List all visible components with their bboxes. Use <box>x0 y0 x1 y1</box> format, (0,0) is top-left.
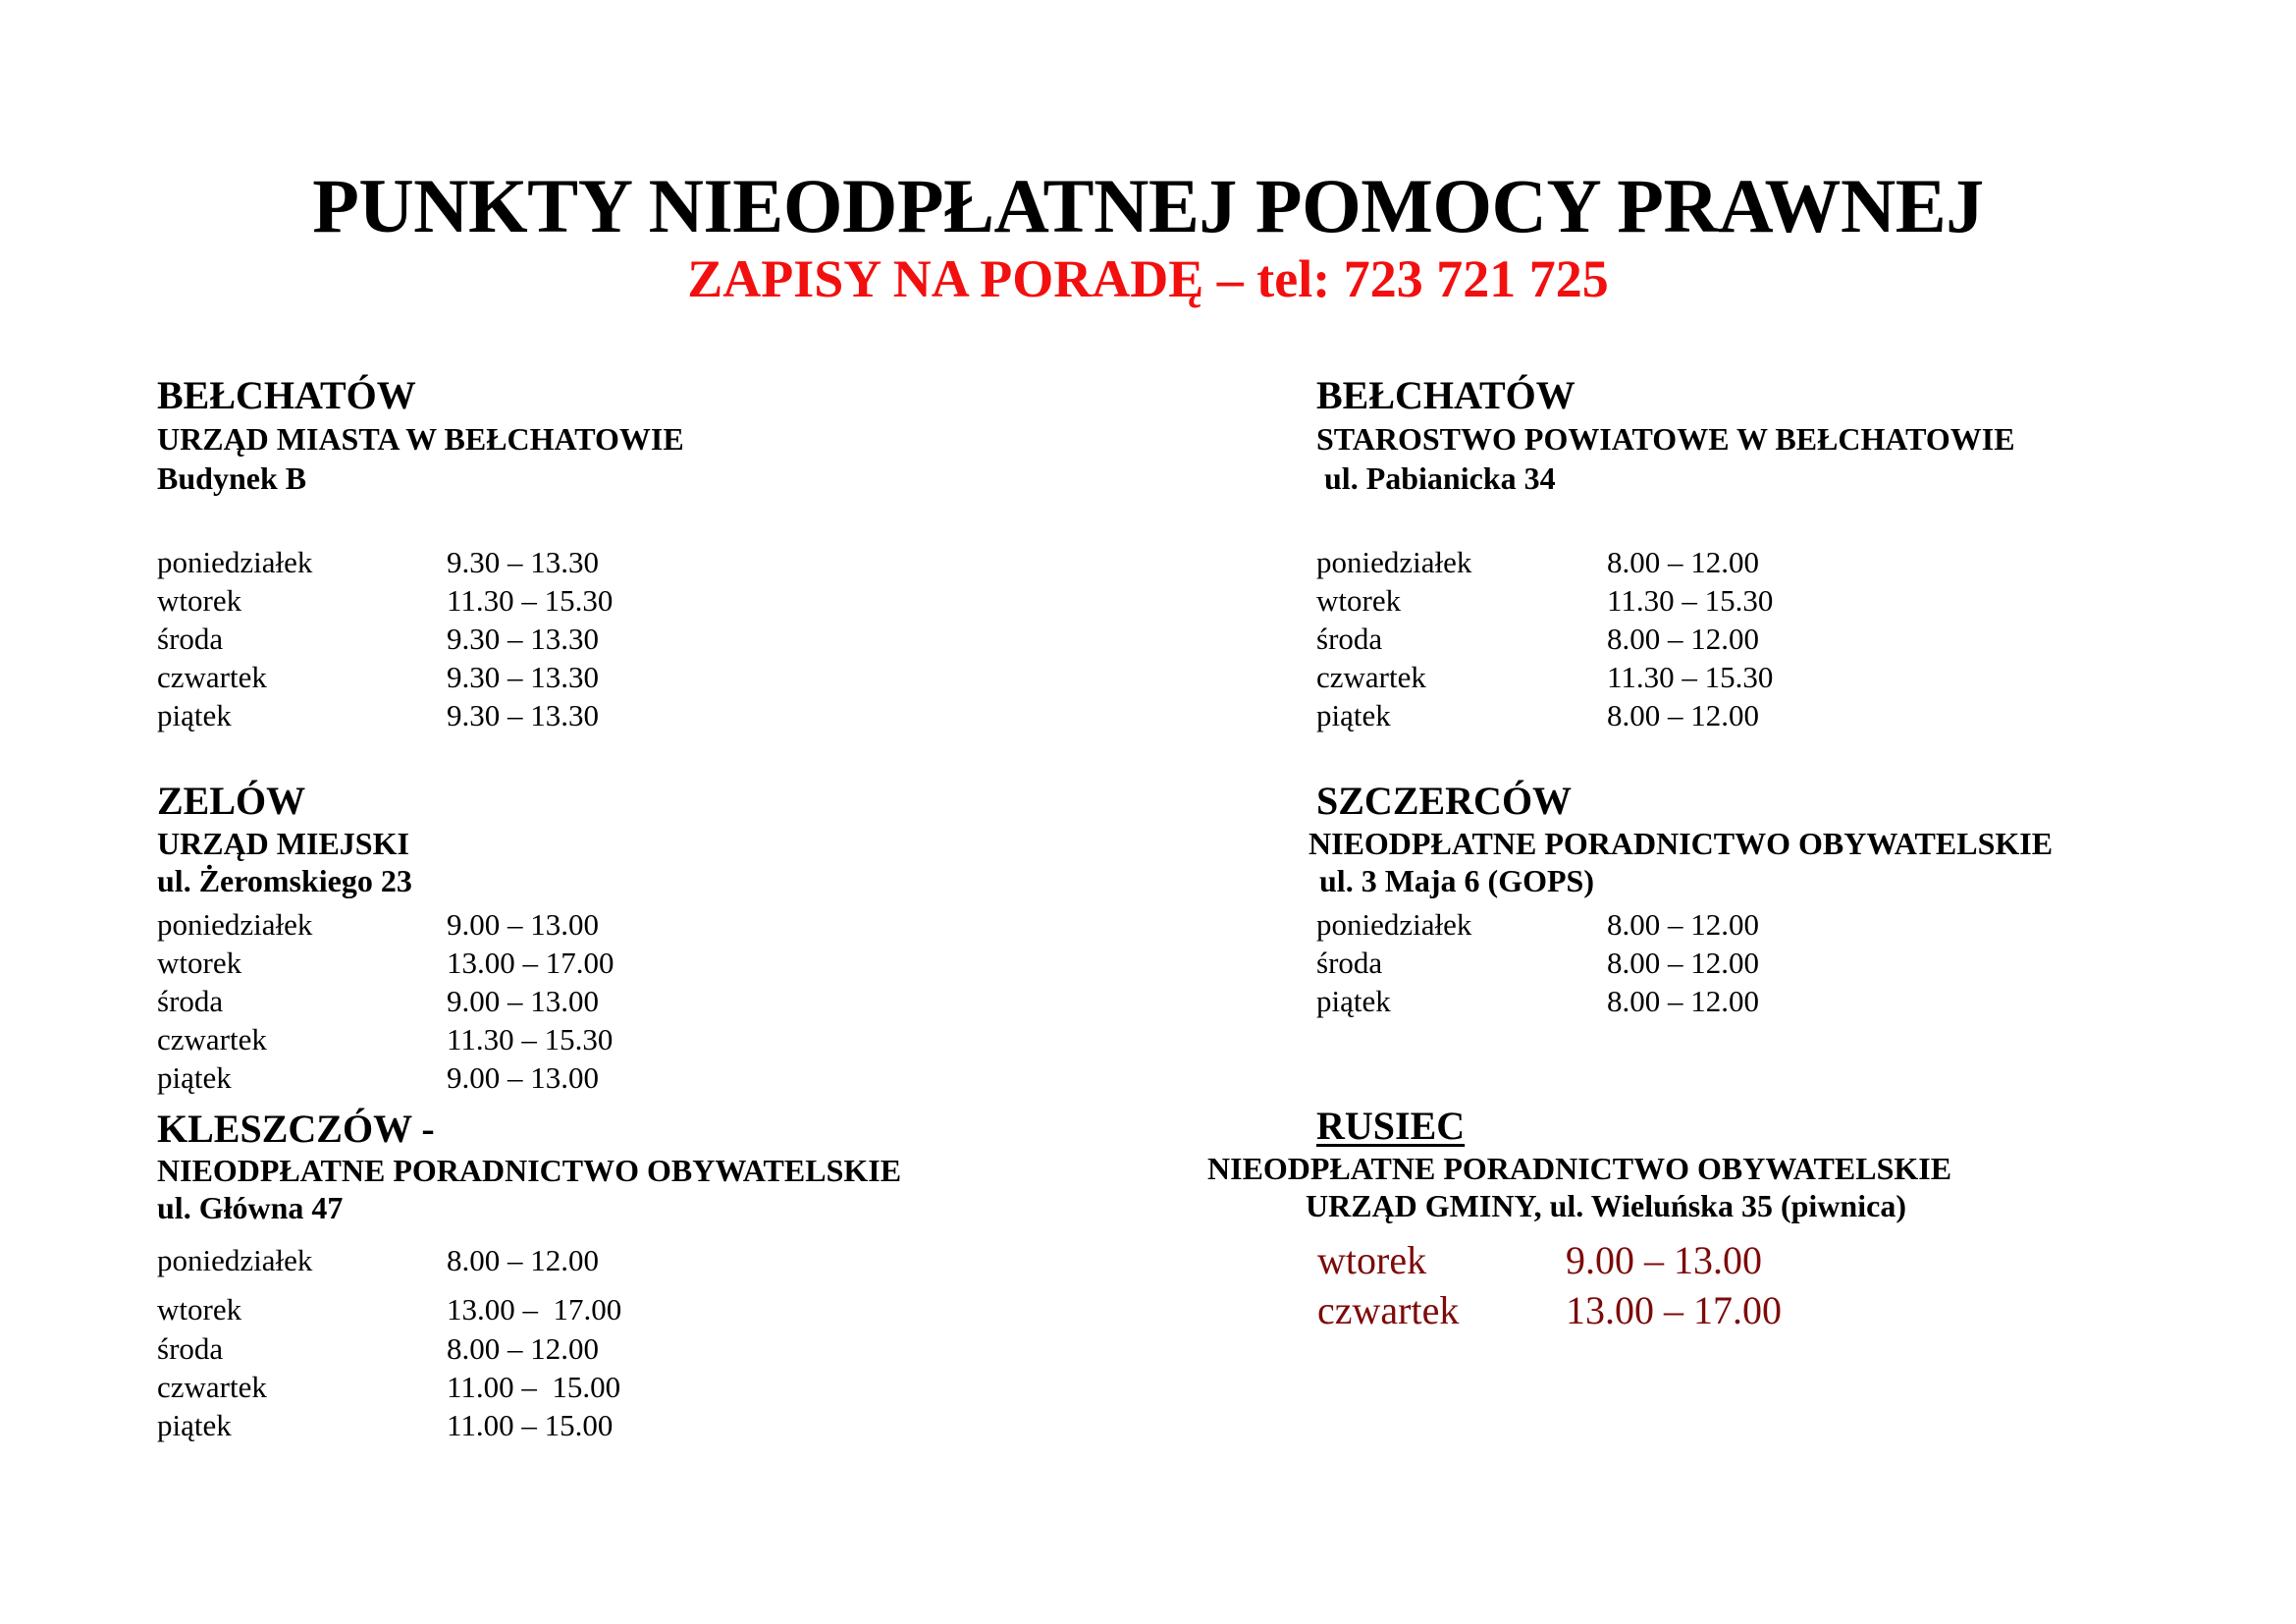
office-address: ul. Żeromskiego 23 <box>157 863 412 898</box>
day-label: piątek <box>1316 984 1391 1018</box>
city-heading: BEŁCHATÓW <box>1316 373 1575 417</box>
time-range: 8.00 – 12.00 <box>1607 984 1759 1018</box>
day-label: czwartek <box>157 1022 267 1056</box>
time-range: 8.00 – 12.00 <box>1607 545 1759 579</box>
time-range: 9.30 – 13.30 <box>447 622 599 656</box>
city-heading: KLESZCZÓW - <box>157 1107 435 1151</box>
office-name: URZĄD MIEJSKI <box>157 826 409 861</box>
day-label: wtorek <box>157 946 242 980</box>
time-range: 8.00 – 12.00 <box>1607 698 1759 732</box>
day-label: poniedziałek <box>157 907 313 942</box>
time-range: 8.00 – 12.00 <box>1607 907 1759 942</box>
city-heading: BEŁCHATÓW <box>157 373 416 417</box>
day-label: czwartek <box>157 1370 267 1404</box>
office-name: NIEODPŁATNE PORADNICTWO OBYWATELSKIE <box>1207 1151 1952 1186</box>
time-range: 13.00 – 17.00 <box>447 1292 622 1326</box>
city-heading: ZELÓW <box>157 779 306 823</box>
office-name: NIEODPŁATNE PORADNICTWO OBYWATELSKIE <box>157 1153 902 1188</box>
day-label: piątek <box>1316 698 1391 732</box>
time-range: 9.00 – 13.00 <box>1566 1238 1762 1282</box>
time-range: 8.00 – 12.00 <box>447 1243 599 1277</box>
day-label: wtorek <box>1316 583 1402 618</box>
time-range: 11.30 – 15.30 <box>447 1022 614 1056</box>
day-label: czwartek <box>157 660 267 694</box>
day-label: piątek <box>157 1408 232 1442</box>
day-label: środa <box>1316 946 1383 980</box>
office-address: ul. 3 Maja 6 (GOPS) <box>1319 863 1594 898</box>
time-range: 13.00 – 17.00 <box>447 946 614 980</box>
time-range: 11.30 – 15.30 <box>1607 583 1774 618</box>
day-label: wtorek <box>157 1292 242 1326</box>
office-address: Budynek B <box>157 460 307 496</box>
city-heading: RUSIEC <box>1316 1104 1466 1148</box>
time-range: 11.00 – 15.00 <box>447 1370 621 1404</box>
day-label: czwartek <box>1317 1288 1460 1332</box>
page-title: PUNKTY NIEODPŁATNEJ POMOCY PRAWNEJ <box>312 163 1984 248</box>
time-range: 9.00 – 13.00 <box>447 907 599 942</box>
time-range: 9.00 – 13.00 <box>447 1060 599 1095</box>
day-label: wtorek <box>1317 1238 1427 1282</box>
time-range: 13.00 – 17.00 <box>1566 1288 1782 1332</box>
day-label: czwartek <box>1316 660 1426 694</box>
day-label: poniedziałek <box>1316 907 1472 942</box>
time-range: 8.00 – 12.00 <box>447 1331 599 1366</box>
office-name: URZĄD MIASTA W BEŁCHATOWIE <box>157 421 684 457</box>
time-range: 9.30 – 13.30 <box>447 698 599 732</box>
office-address: ul. Pabianicka 34 <box>1316 460 1556 496</box>
day-label: poniedziałek <box>157 545 313 579</box>
time-range: 9.00 – 13.00 <box>447 984 599 1018</box>
time-range: 8.00 – 12.00 <box>1607 622 1759 656</box>
day-label: piątek <box>157 1060 232 1095</box>
time-range: 11.30 – 15.30 <box>447 583 614 618</box>
day-label: środa <box>157 1331 224 1366</box>
office-name: NIEODPŁATNE PORADNICTWO OBYWATELSKIE <box>1308 826 2054 861</box>
day-label: środa <box>1316 622 1383 656</box>
day-label: wtorek <box>157 583 242 618</box>
office-address: ul. Główna 47 <box>157 1190 344 1225</box>
time-range: 9.30 – 13.30 <box>447 660 599 694</box>
office-name: STAROSTWO POWIATOWE W BEŁCHATOWIE <box>1316 421 2015 457</box>
time-range: 11.00 – 15.00 <box>447 1408 614 1442</box>
day-label: poniedziałek <box>1316 545 1472 579</box>
time-range: 11.30 – 15.30 <box>1607 660 1774 694</box>
time-range: 8.00 – 12.00 <box>1607 946 1759 980</box>
city-heading: SZCZERCÓW <box>1316 779 1573 823</box>
day-label: środa <box>157 622 224 656</box>
day-label: poniedziałek <box>157 1243 313 1277</box>
registration-phone: ZAPISY NA PORADĘ – tel: 723 721 725 <box>687 249 1609 308</box>
day-label: piątek <box>157 698 232 732</box>
day-label: środa <box>157 984 224 1018</box>
time-range: 9.30 – 13.30 <box>447 545 599 579</box>
office-address: URZĄD GMINY, ul. Wieluńska 35 (piwnica) <box>1306 1188 1906 1223</box>
